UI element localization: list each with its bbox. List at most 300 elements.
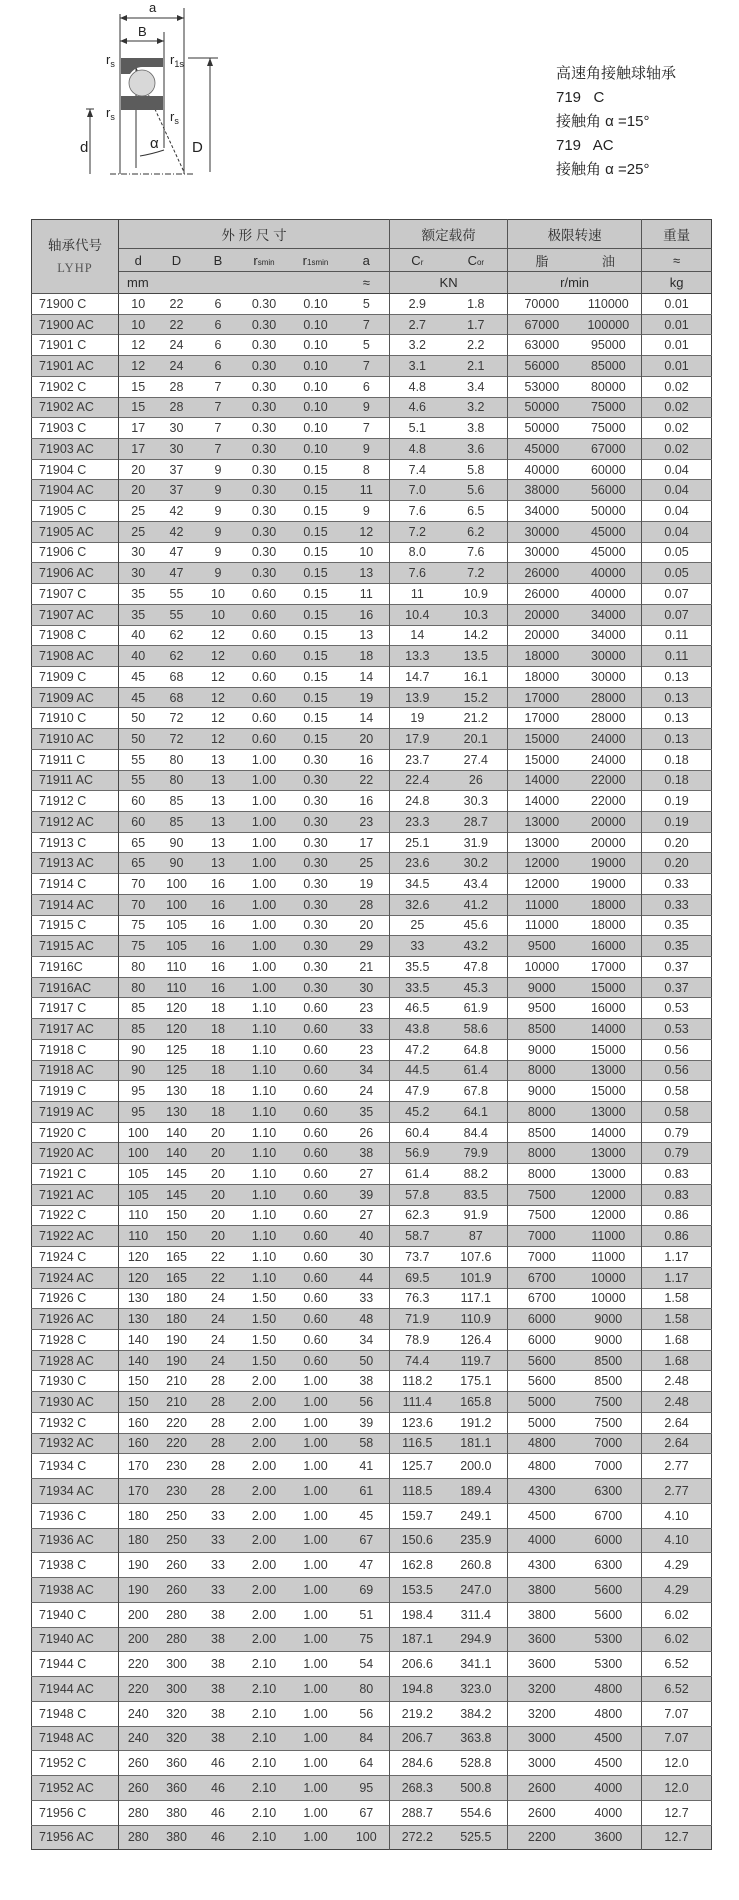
bearing-code-cell: 71948 AC <box>32 1726 119 1751</box>
table-cell: 0.15 <box>288 459 344 480</box>
table-cell: 260.8 <box>445 1553 508 1578</box>
table-cell: 294.9 <box>445 1627 508 1652</box>
table-row <box>32 1433 712 1454</box>
table-cell: 0.60 <box>241 729 288 750</box>
table-cell: 6 <box>196 294 241 315</box>
table-cell: 13000 <box>576 1060 642 1081</box>
table-cell: 200 <box>119 1627 158 1652</box>
table-row <box>32 1226 712 1247</box>
table-cell: 2.48 <box>642 1371 712 1392</box>
table-cell: 17000 <box>508 708 576 729</box>
bearing-code-cell: 71932 C <box>32 1412 119 1433</box>
table-cell: 12000 <box>576 1184 642 1205</box>
table-cell: 75 <box>119 936 158 957</box>
table-cell: 1.17 <box>642 1247 712 1268</box>
table-cell: 7.0 <box>390 480 445 501</box>
table-row <box>32 1553 712 1578</box>
table-cell: 235.9 <box>445 1528 508 1553</box>
table-cell: 3000 <box>508 1751 576 1776</box>
table-cell: 1.10 <box>241 1039 288 1060</box>
table-cell: 130 <box>158 1081 196 1102</box>
table-cell: 50000 <box>508 397 576 418</box>
table-cell: 24 <box>196 1288 241 1309</box>
table-cell: 12.7 <box>642 1825 712 1850</box>
table-cell: 61.4 <box>445 1060 508 1081</box>
table-cell: 110 <box>158 957 196 978</box>
table-cell: 22 <box>158 314 196 335</box>
bearing-code-cell: 71911 AC <box>32 770 119 791</box>
table-cell: 165 <box>158 1267 196 1288</box>
table-cell: 16000 <box>576 936 642 957</box>
table-cell: 23 <box>344 811 390 832</box>
table-cell: 0.60 <box>241 584 288 605</box>
table-cell: 60 <box>119 811 158 832</box>
table-cell: 198.4 <box>390 1602 445 1627</box>
table-cell: 60 <box>119 791 158 812</box>
table-cell: 15 <box>119 376 158 397</box>
table-cell: 47 <box>344 1553 390 1578</box>
table-cell: 1.00 <box>288 1677 344 1702</box>
table-cell: 38000 <box>508 480 576 501</box>
table-row <box>32 1122 712 1143</box>
table-cell: 220 <box>158 1412 196 1433</box>
table-cell: 120 <box>158 998 196 1019</box>
svg-text:α: α <box>150 135 159 152</box>
table-row <box>32 1454 712 1479</box>
table-cell: 1.00 <box>241 957 288 978</box>
table-cell: 4000 <box>576 1776 642 1801</box>
table-cell: 2.00 <box>241 1503 288 1528</box>
table-cell: 30.3 <box>445 791 508 812</box>
table-cell: 240 <box>119 1701 158 1726</box>
table-cell: 2.00 <box>241 1602 288 1627</box>
table-cell: 1.10 <box>241 1267 288 1288</box>
table-cell: 22000 <box>576 770 642 791</box>
bearing-code-cell: 71920 C <box>32 1122 119 1143</box>
table-row <box>32 1503 712 1528</box>
table-cell: 0.86 <box>642 1205 712 1226</box>
table-cell: 125 <box>158 1060 196 1081</box>
table-cell: 14000 <box>508 770 576 791</box>
table-cell: 7.07 <box>642 1726 712 1751</box>
table-cell: 26000 <box>508 563 576 584</box>
table-cell: 126.4 <box>445 1329 508 1350</box>
table-cell: 24000 <box>576 749 642 770</box>
table-cell: 0.30 <box>288 832 344 853</box>
table-cell: 84.4 <box>445 1122 508 1143</box>
table-cell: 46 <box>196 1751 241 1776</box>
table-cell: 240 <box>119 1726 158 1751</box>
table-cell: 7 <box>344 356 390 377</box>
table-cell: 23.3 <box>390 811 445 832</box>
table-cell: 1.00 <box>288 1652 344 1677</box>
table-cell: 17000 <box>508 687 576 708</box>
table-cell: 4.10 <box>642 1503 712 1528</box>
table-cell: 7.07 <box>642 1701 712 1726</box>
table-cell: 2.10 <box>241 1751 288 1776</box>
table-row <box>32 584 712 605</box>
table-cell: 0.30 <box>241 356 288 377</box>
unit-kn: KN <box>390 272 508 294</box>
table-row <box>32 1701 712 1726</box>
table-cell: 30 <box>344 1247 390 1268</box>
table-cell: 16 <box>344 749 390 770</box>
table-cell: 4300 <box>508 1479 576 1504</box>
bearing-code-cell: 71952 C <box>32 1751 119 1776</box>
table-cell: 45000 <box>508 439 576 460</box>
table-cell: 24 <box>196 1309 241 1330</box>
table-cell: 35 <box>119 604 158 625</box>
bearing-code-cell: 71918 AC <box>32 1060 119 1081</box>
table-cell: 11000 <box>508 915 576 936</box>
table-cell: 0.15 <box>288 501 344 522</box>
table-cell: 6.2 <box>445 521 508 542</box>
table-cell: 140 <box>119 1350 158 1371</box>
table-row <box>32 521 712 542</box>
table-cell: 0.15 <box>288 480 344 501</box>
table-row <box>32 439 712 460</box>
table-cell: 3800 <box>508 1602 576 1627</box>
table-cell: 80 <box>119 977 158 998</box>
table-cell: 20 <box>196 1143 241 1164</box>
table-cell: 85 <box>119 998 158 1019</box>
table-cell: 16 <box>196 915 241 936</box>
table-cell: 33 <box>344 1019 390 1040</box>
svg-text:D: D <box>192 139 203 156</box>
table-cell: 91.9 <box>445 1205 508 1226</box>
code-column-header: 轴承代号 LYHP <box>32 220 119 294</box>
table-cell: 10.4 <box>390 604 445 625</box>
table-cell: 13000 <box>508 811 576 832</box>
table-cell: 280 <box>119 1800 158 1825</box>
table-cell: 7000 <box>508 1247 576 1268</box>
bearing-code-cell: 71944 C <box>32 1652 119 1677</box>
table-cell: 13.3 <box>390 646 445 667</box>
table-cell: 0.15 <box>288 666 344 687</box>
table-cell: 100 <box>158 894 196 915</box>
table-cell: 15000 <box>508 729 576 750</box>
table-cell: 1.00 <box>241 749 288 770</box>
table-cell: 30 <box>119 542 158 563</box>
unit-mm: mm <box>119 272 344 294</box>
table-cell: 34000 <box>508 501 576 522</box>
table-cell: 38 <box>196 1602 241 1627</box>
table-cell: 210 <box>158 1392 196 1413</box>
table-cell: 0.79 <box>642 1143 712 1164</box>
bearing-code-cell: 71908 AC <box>32 646 119 667</box>
table-cell: 0.11 <box>642 625 712 646</box>
table-cell: 0.60 <box>288 1226 344 1247</box>
table-cell: 87 <box>445 1226 508 1247</box>
unit-rpm: r/min <box>508 272 642 294</box>
load-rating-group-header: 额定载荷 <box>390 220 508 249</box>
table-cell: 46 <box>196 1800 241 1825</box>
table-cell: 190 <box>119 1578 158 1603</box>
table-cell: 0.60 <box>288 1081 344 1102</box>
table-cell: 7.4 <box>390 459 445 480</box>
table-cell: 120 <box>158 1019 196 1040</box>
table-cell: 0.60 <box>288 1184 344 1205</box>
table-cell: 67 <box>344 1528 390 1553</box>
bearing-code-cell: 71909 AC <box>32 687 119 708</box>
table-cell: 50 <box>119 729 158 750</box>
table-cell: 4300 <box>508 1553 576 1578</box>
table-cell: 50 <box>344 1350 390 1371</box>
table-row <box>32 376 712 397</box>
table-cell: 13000 <box>576 1164 642 1185</box>
bearing-code-cell: 71938 C <box>32 1553 119 1578</box>
table-cell: 0.30 <box>241 418 288 439</box>
col-weight: ≈ <box>642 249 712 272</box>
table-cell: 1.10 <box>241 1122 288 1143</box>
table-cell: 105 <box>119 1164 158 1185</box>
table-cell: 0.04 <box>642 480 712 501</box>
bearing-code-cell: 71903 C <box>32 418 119 439</box>
table-cell: 20 <box>344 729 390 750</box>
table-cell: 1.00 <box>288 1528 344 1553</box>
bearing-code-cell: 71900 AC <box>32 314 119 335</box>
table-cell: 0.60 <box>241 625 288 646</box>
table-cell: 43.8 <box>390 1019 445 1040</box>
table-cell: 68 <box>158 687 196 708</box>
table-cell: 5.6 <box>445 480 508 501</box>
table-cell: 1.00 <box>288 1479 344 1504</box>
table-cell: 6000 <box>508 1309 576 1330</box>
table-cell: 7 <box>196 397 241 418</box>
table-cell: 33 <box>390 936 445 957</box>
table-cell: 247.0 <box>445 1578 508 1603</box>
table-cell: 45.3 <box>445 977 508 998</box>
table-cell: 0.19 <box>642 811 712 832</box>
table-cell: 160 <box>119 1433 158 1454</box>
table-cell: 6000 <box>508 1329 576 1350</box>
table-cell: 7000 <box>576 1433 642 1454</box>
table-cell: 140 <box>158 1122 196 1143</box>
bearing-code-cell: 71934 AC <box>32 1479 119 1504</box>
table-cell: 8000 <box>508 1164 576 1185</box>
table-cell: 34000 <box>576 604 642 625</box>
table-cell: 0.18 <box>642 749 712 770</box>
table-cell: 50000 <box>576 501 642 522</box>
table-cell: 18 <box>196 1039 241 1060</box>
spec-series-c: 719 C <box>556 89 605 106</box>
table-cell: 12 <box>196 708 241 729</box>
table-cell: 190 <box>119 1553 158 1578</box>
table-cell: 0.60 <box>288 1288 344 1309</box>
table-cell: 180 <box>119 1503 158 1528</box>
table-row <box>32 666 712 687</box>
table-cell: 284.6 <box>390 1751 445 1776</box>
bearing-code-cell: 71928 AC <box>32 1350 119 1371</box>
bearing-code-cell: 71926 C <box>32 1288 119 1309</box>
bearing-code-cell: 71926 AC <box>32 1309 119 1330</box>
table-row <box>32 646 712 667</box>
table-cell: 28000 <box>576 708 642 729</box>
table-cell: 0.37 <box>642 957 712 978</box>
table-cell: 18 <box>196 1102 241 1123</box>
bearing-code-cell: 71902 C <box>32 376 119 397</box>
table-cell: 111.4 <box>390 1392 445 1413</box>
table-cell: 13 <box>344 625 390 646</box>
table-cell: 2.10 <box>241 1652 288 1677</box>
table-cell: 1.50 <box>241 1350 288 1371</box>
table-cell: 34 <box>344 1060 390 1081</box>
table-cell: 41 <box>344 1454 390 1479</box>
col-grease: 脂 <box>508 249 576 272</box>
table-cell: 130 <box>119 1288 158 1309</box>
table-cell: 63000 <box>508 335 576 356</box>
table-cell: 0.10 <box>288 294 344 315</box>
table-cell: 95000 <box>576 335 642 356</box>
table-cell: 7500 <box>576 1392 642 1413</box>
table-row <box>32 1627 712 1652</box>
table-cell: 260 <box>119 1776 158 1801</box>
table-cell: 320 <box>158 1701 196 1726</box>
table-row <box>32 708 712 729</box>
table-cell: 80 <box>119 957 158 978</box>
table-cell: 0.53 <box>642 1019 712 1040</box>
table-cell: 12 <box>196 666 241 687</box>
table-cell: 150 <box>158 1205 196 1226</box>
table-cell: 320 <box>158 1726 196 1751</box>
table-body <box>32 294 712 1850</box>
table-cell: 62.3 <box>390 1205 445 1226</box>
table-cell: 0.30 <box>288 894 344 915</box>
table-cell: 220 <box>119 1677 158 1702</box>
table-cell: 20 <box>119 480 158 501</box>
table-cell: 18 <box>196 1060 241 1081</box>
table-cell: 13 <box>196 853 241 874</box>
table-cell: 11 <box>344 480 390 501</box>
table-cell: 51 <box>344 1602 390 1627</box>
table-cell: 8.0 <box>390 542 445 563</box>
table-cell: 0.60 <box>288 1329 344 1350</box>
table-cell: 190 <box>158 1350 196 1371</box>
table-cell: 18 <box>344 646 390 667</box>
table-cell: 12 <box>119 356 158 377</box>
table-cell: 9000 <box>576 1309 642 1330</box>
table-cell: 260 <box>158 1578 196 1603</box>
table-cell: 53000 <box>508 376 576 397</box>
table-cell: 18 <box>196 998 241 1019</box>
table-cell: 26 <box>445 770 508 791</box>
table-cell: 1.58 <box>642 1288 712 1309</box>
table-cell: 80 <box>158 770 196 791</box>
table-cell: 2.2 <box>445 335 508 356</box>
table-cell: 0.30 <box>288 936 344 957</box>
table-cell: 43.2 <box>445 936 508 957</box>
table-cell: 12 <box>196 687 241 708</box>
table-cell: 9 <box>196 501 241 522</box>
table-cell: 1.7 <box>445 314 508 335</box>
table-cell: 3600 <box>508 1652 576 1677</box>
table-row <box>32 998 712 1019</box>
table-cell: 37 <box>158 480 196 501</box>
table-cell: 41.2 <box>445 894 508 915</box>
table-cell: 25.1 <box>390 832 445 853</box>
table-cell: 45 <box>119 666 158 687</box>
table-cell: 6300 <box>576 1479 642 1504</box>
table-cell: 30 <box>119 563 158 584</box>
table-cell: 6 <box>344 376 390 397</box>
table-cell: 18000 <box>508 646 576 667</box>
table-row <box>32 1528 712 1553</box>
table-cell: 11000 <box>576 1247 642 1268</box>
table-cell: 30 <box>158 418 196 439</box>
table-cell: 18000 <box>576 894 642 915</box>
table-cell: 0.10 <box>288 439 344 460</box>
bearing-spec-notes <box>556 62 676 182</box>
table-cell: 48 <box>344 1309 390 1330</box>
table-cell: 9000 <box>576 1329 642 1350</box>
table-cell: 0.05 <box>642 542 712 563</box>
spec-angle-ac: 接触角 α =25° <box>556 161 650 178</box>
table-cell: 13000 <box>576 1143 642 1164</box>
table-cell: 260 <box>119 1751 158 1776</box>
table-cell: 116.5 <box>390 1433 445 1454</box>
table-cell: 160 <box>119 1412 158 1433</box>
table-cell: 125 <box>158 1039 196 1060</box>
table-cell: 101.9 <box>445 1267 508 1288</box>
table-cell: 14.7 <box>390 666 445 687</box>
table-cell: 1.00 <box>241 915 288 936</box>
table-cell: 123.6 <box>390 1412 445 1433</box>
table-row <box>32 770 712 791</box>
bearing-code-cell: 71905 C <box>32 501 119 522</box>
table-cell: 0.30 <box>241 294 288 315</box>
table-cell: 7.6 <box>390 501 445 522</box>
bearing-code-cell: 71905 AC <box>32 521 119 542</box>
table-cell: 62 <box>158 625 196 646</box>
table-cell: 0.15 <box>288 625 344 646</box>
table-cell: 20 <box>196 1164 241 1185</box>
table-cell: 38 <box>196 1701 241 1726</box>
table-cell: 0.60 <box>241 604 288 625</box>
table-cell: 9 <box>196 563 241 584</box>
table-cell: 19000 <box>576 853 642 874</box>
svg-text:rs: $r_s$ <box>170 109 179 126</box>
table-cell: 7 <box>196 439 241 460</box>
table-cell: 0.01 <box>642 356 712 377</box>
table-cell: 18 <box>196 1019 241 1040</box>
dimensions-group-header: 外 形 尺 寸 <box>119 220 390 249</box>
table-cell: 16 <box>196 957 241 978</box>
table-cell: 0.60 <box>241 687 288 708</box>
table-cell: 61.9 <box>445 998 508 1019</box>
table-cell: 80 <box>344 1677 390 1702</box>
table-cell: 0.60 <box>288 1247 344 1268</box>
bearing-code-cell: 71914 AC <box>32 894 119 915</box>
bearing-code-cell: 71913 C <box>32 832 119 853</box>
table-cell: 1.68 <box>642 1350 712 1371</box>
table-cell: 44.5 <box>390 1060 445 1081</box>
table-cell: 0.30 <box>241 480 288 501</box>
table-cell: 118.2 <box>390 1371 445 1392</box>
table-row <box>32 957 712 978</box>
bearing-code-cell: 71917 C <box>32 998 119 1019</box>
table-cell: 19 <box>344 687 390 708</box>
bearing-code-cell: 71922 C <box>32 1205 119 1226</box>
table-cell: 110.9 <box>445 1309 508 1330</box>
table-cell: 384.2 <box>445 1701 508 1726</box>
table-cell: 0.04 <box>642 521 712 542</box>
table-cell: 72 <box>158 708 196 729</box>
table-cell: 84 <box>344 1726 390 1751</box>
table-cell: 69 <box>344 1578 390 1603</box>
table-cell: 3.6 <box>445 439 508 460</box>
table-cell: 187.1 <box>390 1627 445 1652</box>
table-cell: 14 <box>344 708 390 729</box>
